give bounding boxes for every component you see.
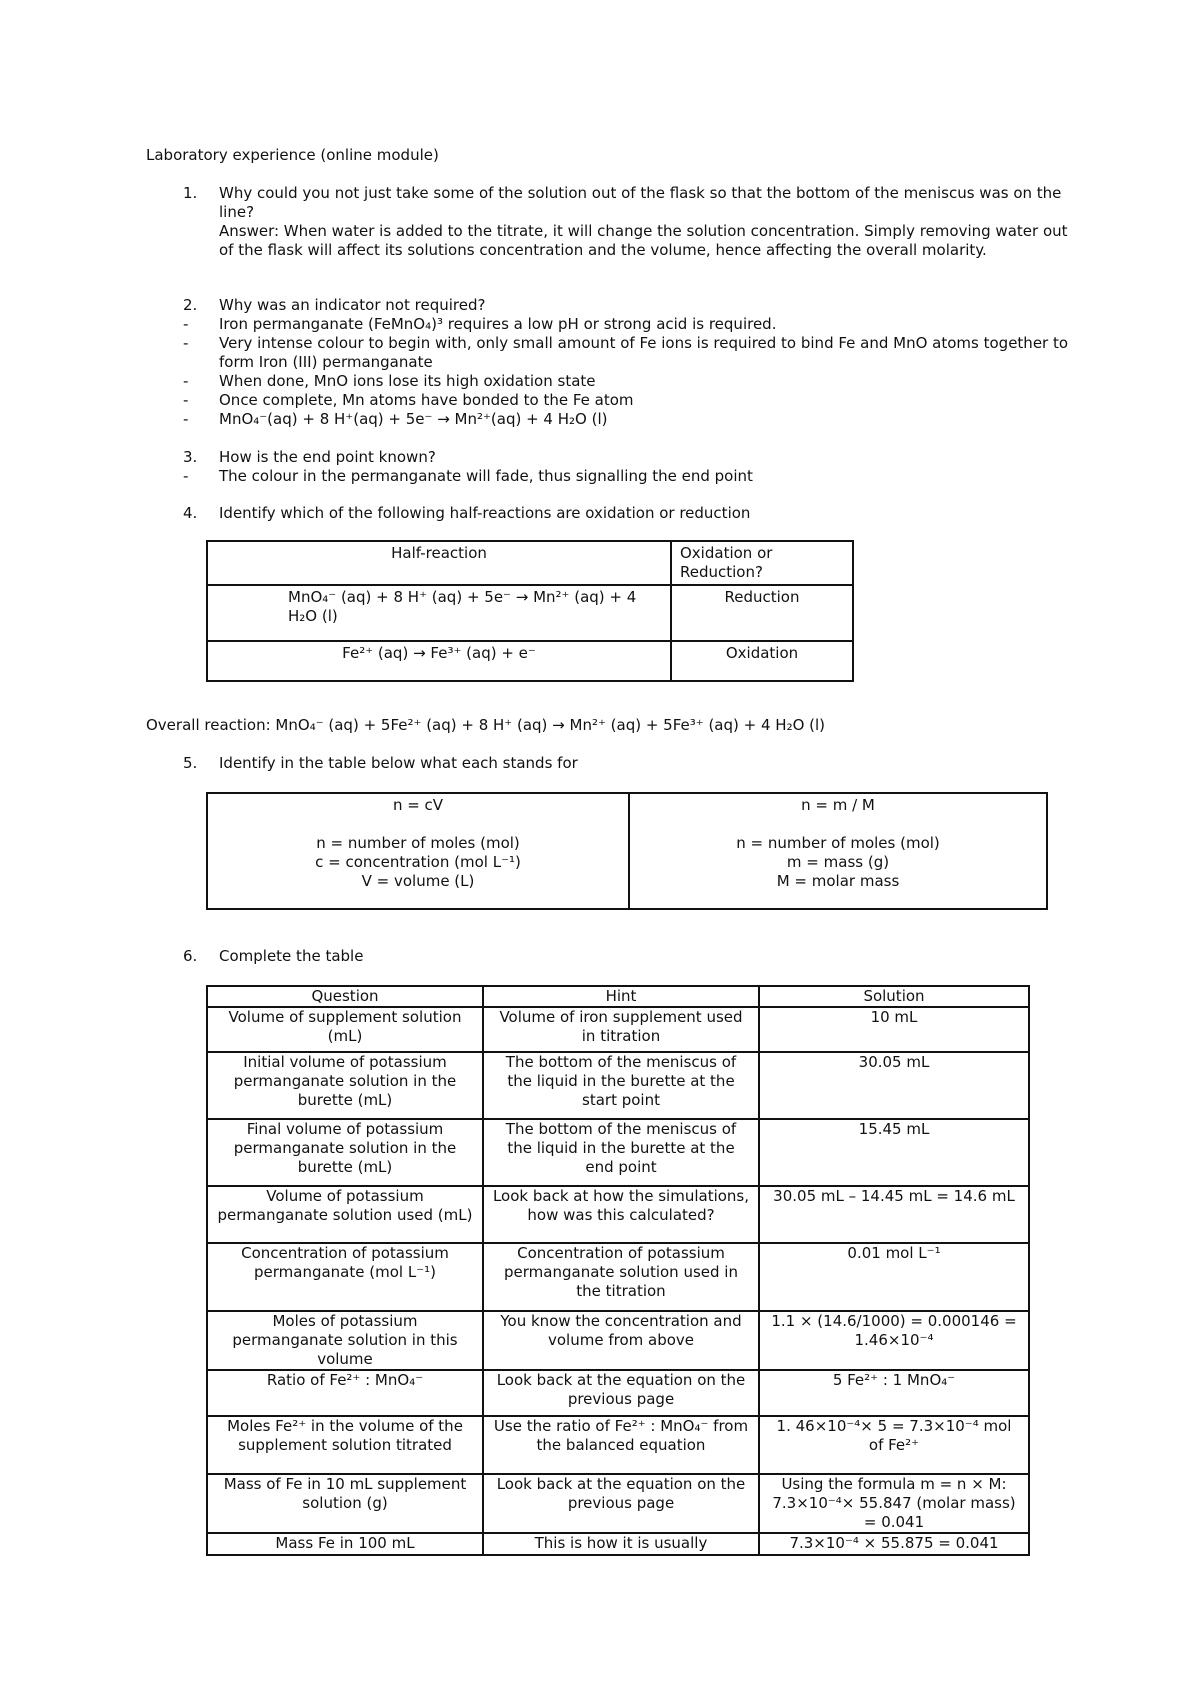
table-cell: This is how it is usually [483,1533,759,1555]
bullet-item: Iron permanganate (FeMnO₄)³ requires a low pH or strong acid is required. [219,315,777,333]
table-cell: 5 Fe²⁺ : 1 MnO₄⁻ [759,1370,1029,1416]
question-1: Why could you not just take some of the solution out of the flask so that the bottom of the meniscus was on the line? [219,184,1062,221]
answer-1: Answer: When water is added to the titrate, it will change the solution concentration. Simply removing water out of the flask will affect its solutions concentration and the volume, hence affecting the overall molarity. [219,222,1068,259]
table-cell: Initial volume of potassium permanganate solution in the burette (mL) [207,1052,483,1119]
table-header-cell: Half-reaction [207,541,671,585]
table-cell: Mass Fe in 100 mL [207,1533,483,1555]
table-cell: The bottom of the meniscus of the liquid in the burette at the start point [483,1052,759,1119]
table-header-row [207,541,853,585]
table-row [207,1311,1029,1370]
table-cell: 0.01 mol L⁻¹ [759,1243,1029,1311]
bullet-dash: - [183,334,189,352]
page-title: Laboratory experience (online module) [146,146,439,164]
table-cell: Concentration of potassium permanganate (mol L⁻¹) [207,1243,483,1311]
table-cell: 1. 46×10⁻⁴× 5 = 7.3×10⁻⁴ mol of Fe²⁺ [759,1416,1029,1474]
table-cell: 30.05 mL [759,1052,1029,1119]
question-5: Identify in the table below what each stands for [219,754,578,772]
formula-table [206,792,1048,910]
bullet-dash: - [183,315,189,333]
formula-line: n = number of moles (mol) [736,834,940,852]
bullet-item: Once complete, Mn atoms have bonded to the Fe atom [219,391,634,409]
table-cell: Look back at how the simulations, how was this calculated? [483,1186,759,1243]
table-cell: Volume of iron supplement used in titration [483,1007,759,1052]
table-cell: Final volume of potassium permanganate solution in the burette (mL) [207,1119,483,1186]
table-header-cell: Question [207,986,483,1007]
question-number-1: 1. [183,184,198,202]
table-cell: 7.3×10⁻⁴ × 55.875 = 0.041 [759,1533,1029,1555]
question-2: Why was an indicator not required? [219,296,486,314]
table-cell: Concentration of potassium permanganate solution used in the titration [483,1243,759,1311]
overall-reaction: Overall reaction: MnO₄⁻ (aq) + 5Fe²⁺ (aq) + 8 H⁺ (aq) → Mn²⁺ (aq) + 5Fe³⁺ (aq) + 4 H₂O (l) [146,716,826,734]
titration-table [206,985,1030,1556]
question-4: Identify which of the following half-reactions are oxidation or reduction [219,504,751,522]
table-cell [207,793,629,909]
bullet-dash: - [183,391,189,409]
bullet-dash: - [183,467,189,485]
formula-line: n = cV [392,796,444,814]
table-cell: Moles Fe²⁺ in the volume of the supplement solution titrated [207,1416,483,1474]
table-cell: Look back at the equation on the previous page [483,1370,759,1416]
question-number-4: 4. [183,504,198,522]
formula-line: V = volume (L) [361,872,475,890]
table-header-cell: Hint [483,986,759,1007]
table-row [207,1119,1029,1186]
bullet-item: The colour in the permanganate will fade, thus signalling the end point [219,467,753,485]
question-number-5: 5. [183,754,198,772]
table-cell: MnO₄⁻ (aq) + 8 H⁺ (aq) + 5e⁻ → Mn²⁺ (aq) + 4 H₂O (l) [207,585,671,641]
bullet-item: Very intense colour to begin with, only small amount of Fe ions is required to bind Fe and MnO atoms together to form Iron (III) permanganate [219,334,1069,371]
table-cell: Volume of potassium permanganate solution used (mL) [207,1186,483,1243]
table-header-row [207,986,1029,1007]
table-row [207,1533,1029,1555]
table-cell: Use the ratio of Fe²⁺ : MnO₄⁻ from the balanced equation [483,1416,759,1474]
table-cell: 1.1 × (14.6/1000) = 0.000146 = 1.46×10⁻⁴ [759,1311,1029,1370]
spacer [634,815,1042,834]
question-number-6: 6. [183,947,198,965]
table-cell: Reduction [671,585,853,641]
table-row [207,1052,1029,1119]
table-cell: The bottom of the meniscus of the liquid in the burette at the end point [483,1119,759,1186]
formula-line: n = m / M [801,796,875,814]
table-cell: 10 mL [759,1007,1029,1052]
table-header-cell: Oxidation or Reduction? [671,541,853,585]
table-cell: Fe²⁺ (aq) → Fe³⁺ (aq) + e⁻ [207,641,671,681]
question-3: How is the end point known? [219,448,436,466]
table-cell: Mass of Fe in 10 mL supplement solution (g) [207,1474,483,1533]
question-number-2: 2. [183,296,198,314]
table-row [207,585,853,641]
table-row [207,1007,1029,1052]
formula-line: n = number of moles (mol) [316,834,520,852]
formula-line: M = molar mass [776,872,900,890]
bullet-dash: - [183,410,189,428]
table-cell: 15.45 mL [759,1119,1029,1186]
table-cell: Oxidation [671,641,853,681]
bullet-dash: - [183,372,189,390]
table-header-cell: Solution [759,986,1029,1007]
table-cell: Moles of potassium permanganate solution in this volume [207,1311,483,1370]
question-number-3: 3. [183,448,198,466]
table-row [207,641,853,681]
bullet-item: When done, MnO ions lose its high oxidation state [219,372,596,390]
spacer [212,815,624,834]
table-row [207,1186,1029,1243]
table-cell: You know the concentration and volume from above [483,1311,759,1370]
table-row [207,793,1047,909]
formula-line: m = mass (g) [786,853,890,871]
table-cell [629,793,1047,909]
table-row [207,1370,1029,1416]
table-cell: Look back at the equation on the previous page [483,1474,759,1533]
question-6: Complete the table [219,947,364,965]
table-row [207,1474,1029,1533]
formula-line: c = concentration (mol L⁻¹) [315,853,521,871]
half-reaction-table [206,540,854,682]
table-cell: Using the formula m = n × M: 7.3×10⁻⁴× 55.847 (molar mass) = 0.041 [759,1474,1029,1533]
table-row [207,1243,1029,1311]
table-cell: Volume of supplement solution (mL) [207,1007,483,1052]
table-row [207,1416,1029,1474]
equation-text: MnO₄⁻(aq) + 8 H⁺(aq) + 5e⁻ → Mn²⁺(aq) + 4 H₂O (l) [219,410,608,428]
table-cell: 30.05 mL – 14.45 mL = 14.6 mL [759,1186,1029,1243]
table-cell: Ratio of Fe²⁺ : MnO₄⁻ [207,1370,483,1416]
